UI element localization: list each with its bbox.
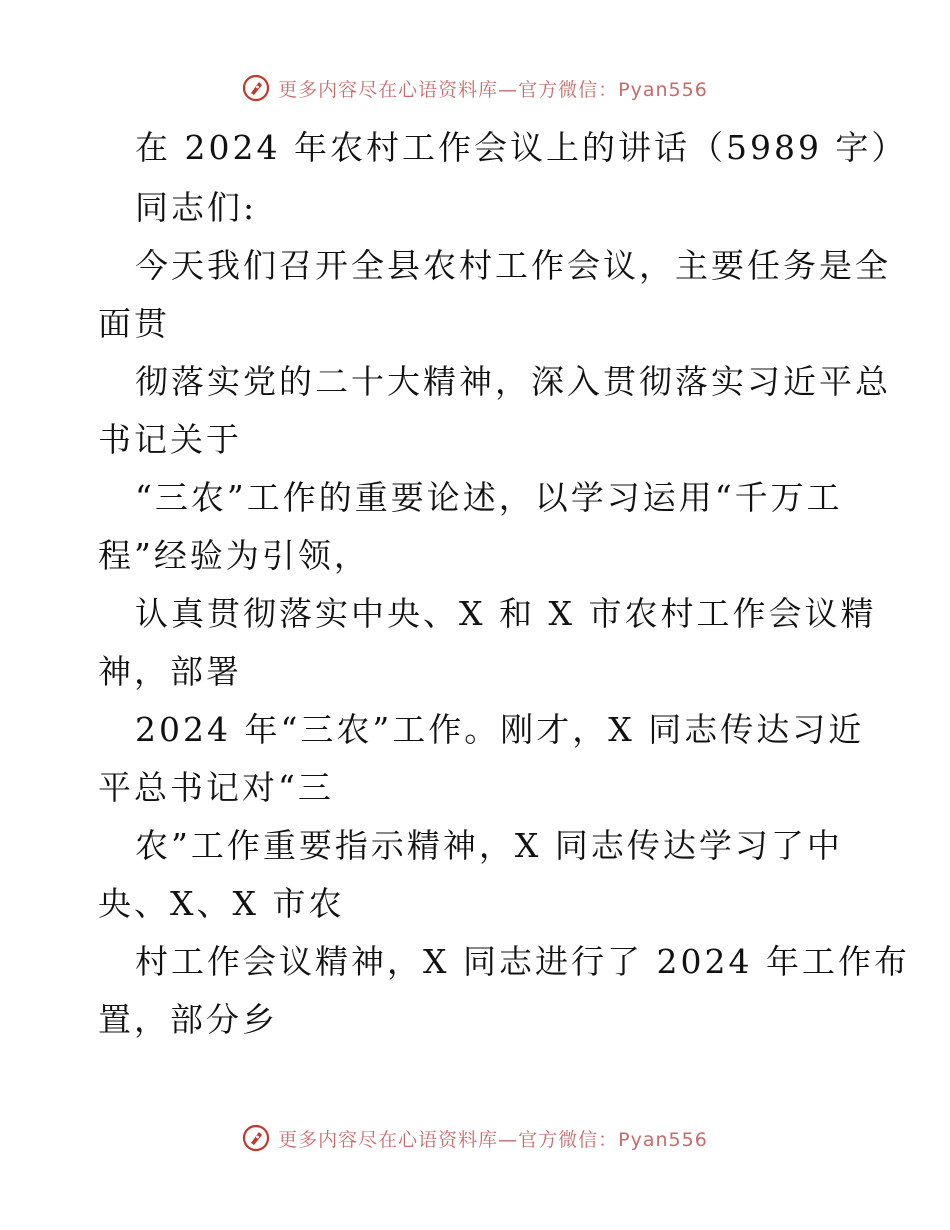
body-line: 农”工作重要指示精神，X 同志传达学习了中 xyxy=(135,826,843,865)
body-line: 书记关于 xyxy=(98,420,242,459)
watermark-footer xyxy=(0,1124,950,1152)
body-line: 今天我们召开全县农村工作会议，主要任务是全 xyxy=(135,246,891,285)
body-line: 彻落实党的二十大精神，深入贯彻落实习近平总 xyxy=(135,362,891,401)
salutation: 同志们: xyxy=(135,188,258,227)
body-line: 置，部分乡 xyxy=(98,1000,278,1039)
pen-nib-logo-icon xyxy=(242,1124,270,1152)
body-line: 2024 年“三农”工作。刚才，X 同志传达习近 xyxy=(135,710,865,749)
body-line: “三农”工作的重要论述，以学习运用“千万工 xyxy=(135,478,843,517)
body-line: 央、X、X 市农 xyxy=(98,884,345,923)
body-line: 神，部署 xyxy=(98,652,242,691)
watermark-text: 更多内容尽在心语资料库—官方微信：Pyan556 xyxy=(278,1128,708,1151)
pen-nib-logo-icon xyxy=(242,74,270,102)
body-line: 村工作会议精神，X 同志进行了 2024 年工作布 xyxy=(135,942,910,981)
body-line: 平总书记对“三 xyxy=(98,768,334,807)
body-line: 程”经验为引领， xyxy=(98,536,370,575)
document-title: 在 2024 年农村工作会议上的讲话（5989 字） xyxy=(135,128,908,167)
body-line: 认真贯彻落实中央、X 和 X 市农村工作会议精 xyxy=(135,594,877,633)
watermark-header xyxy=(0,74,950,102)
body-line: 面贯 xyxy=(98,304,170,343)
watermark-text: 更多内容尽在心语资料库—官方微信：Pyan556 xyxy=(278,78,708,101)
